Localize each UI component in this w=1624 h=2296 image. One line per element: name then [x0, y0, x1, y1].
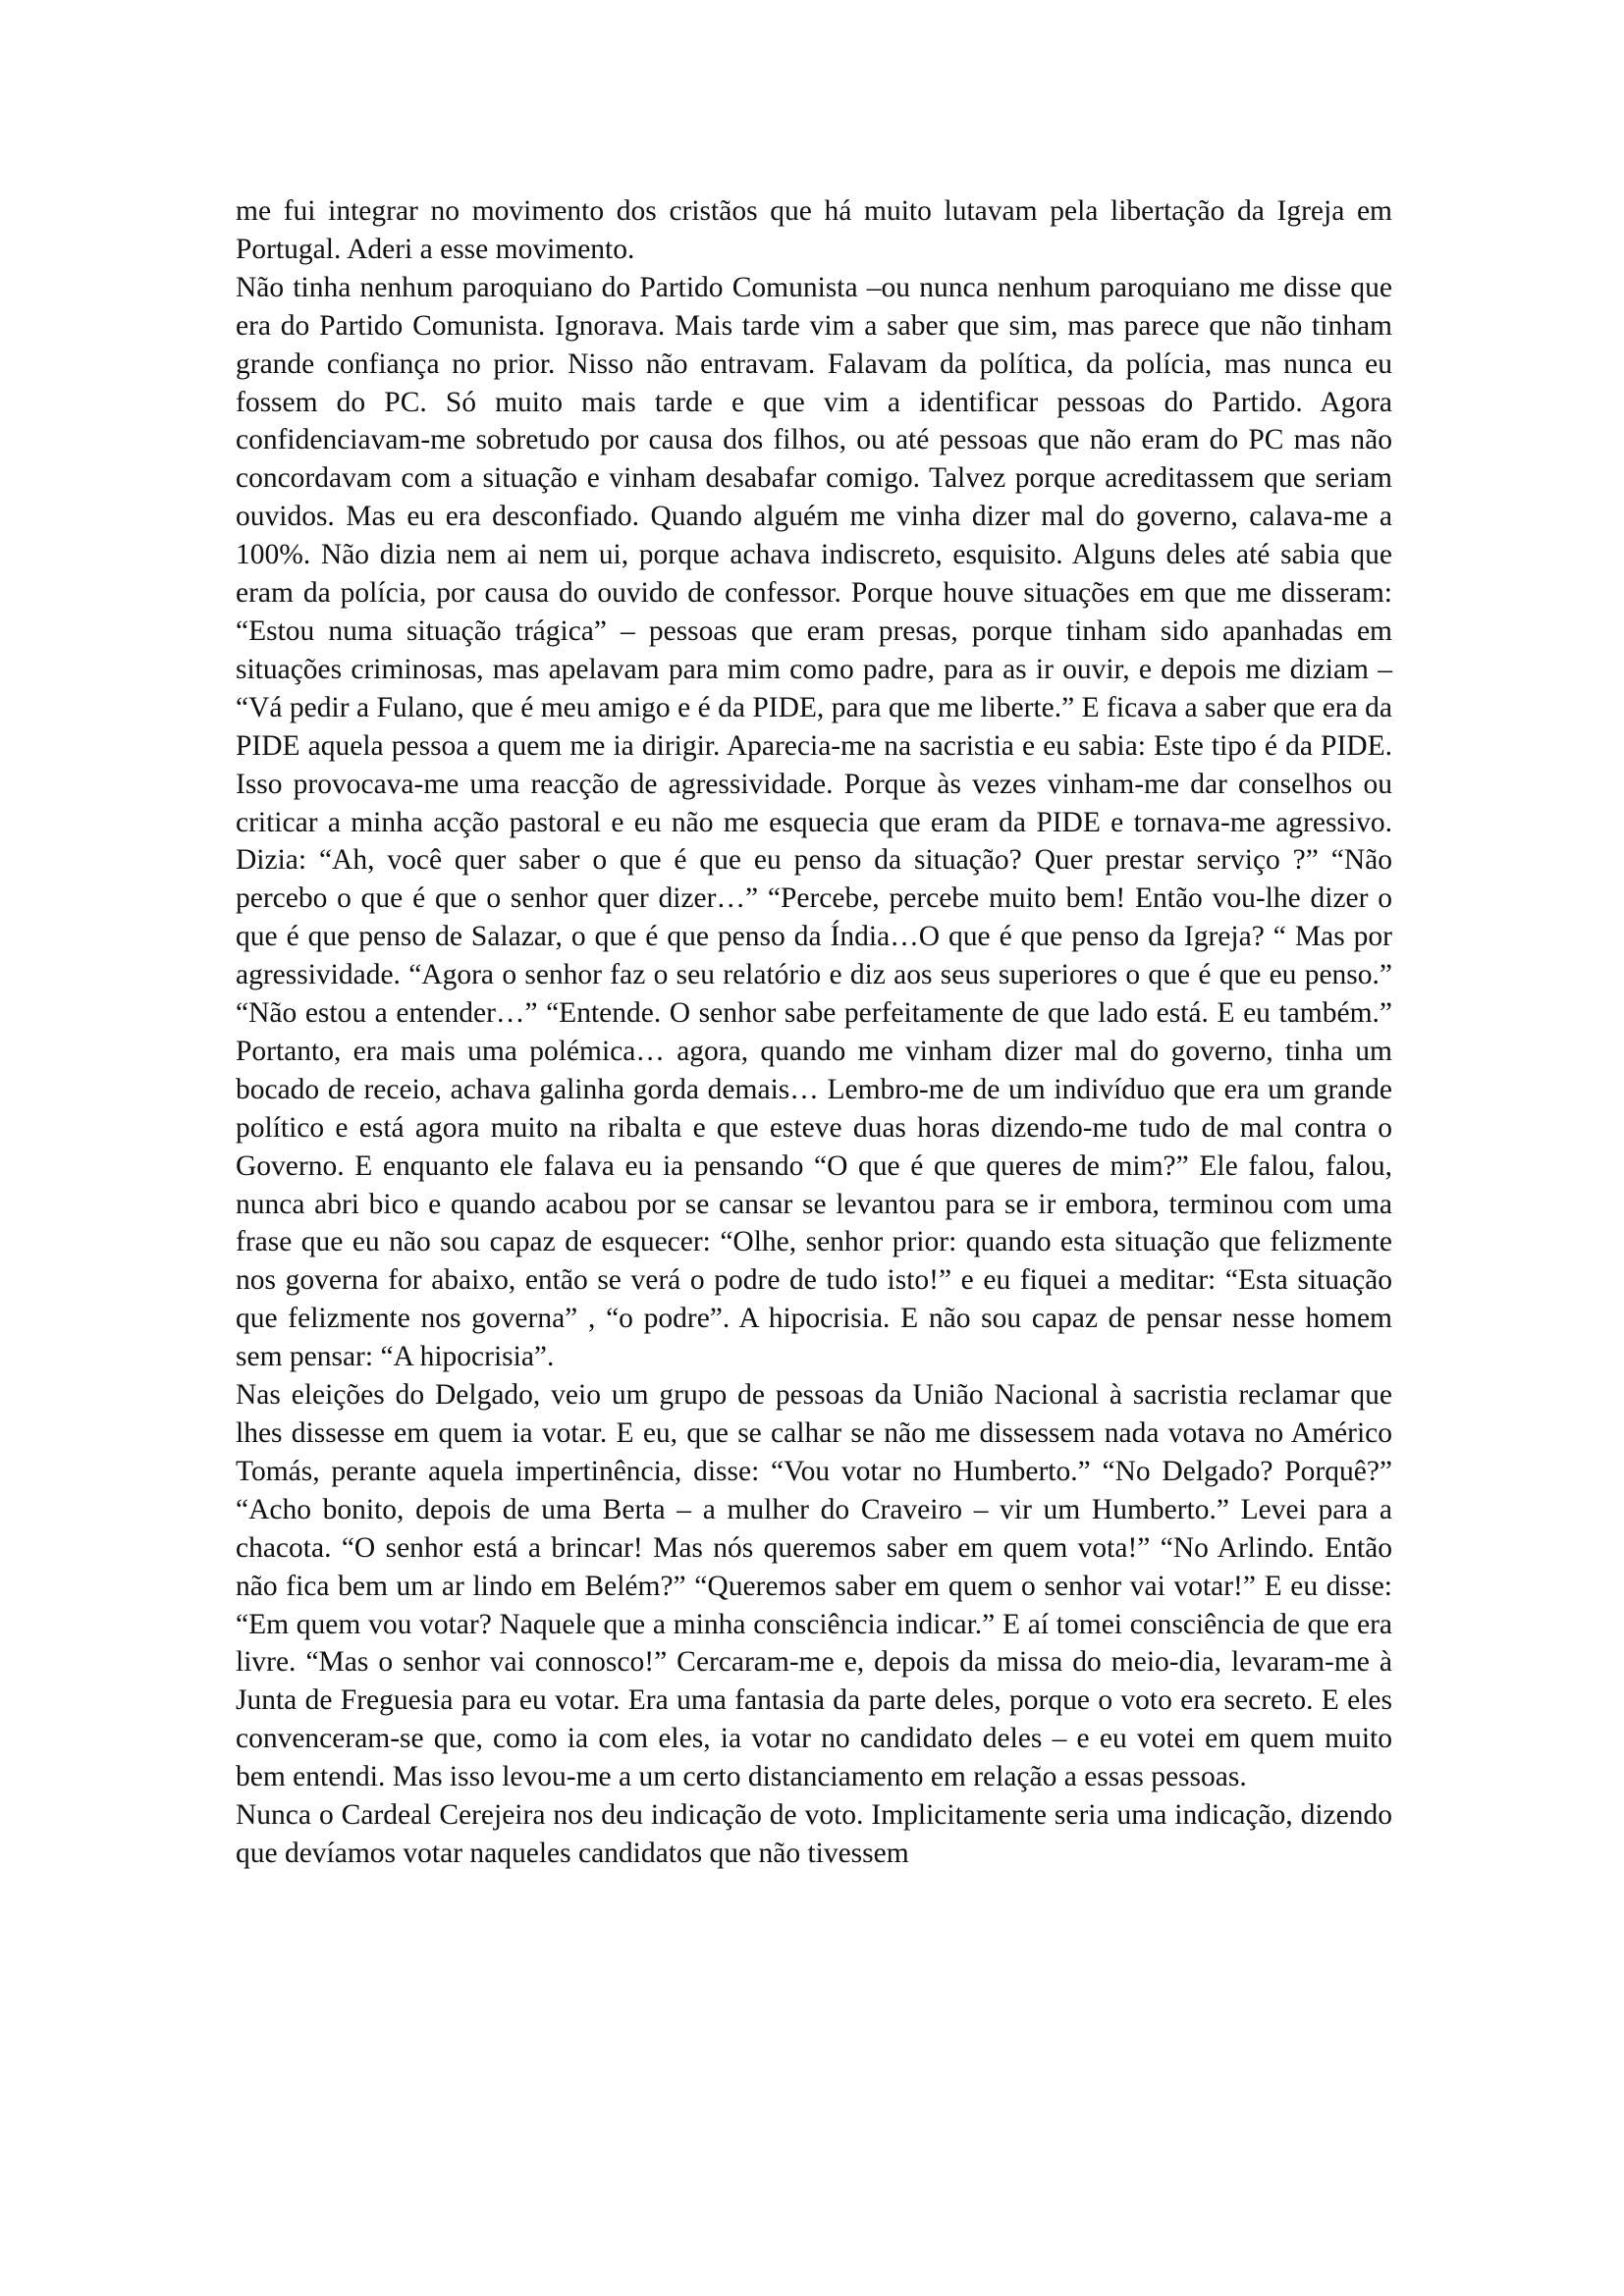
paragraph-1: me fui integrar no movimento dos cristãos que há muito lutavam pela libertação da Igreja em Portugal. Aderi a esse movimento. [236, 195, 1392, 265]
body-text [236, 192, 1392, 1873]
paragraph-2: Não tinha nenhum paroquiano do Partido Comunista –ou nunca nenhum paroquiano me disse que era do Partido Comunista. Ignorava. Mais tarde vim a saber que sim, mas parece que não tinham grande confiança no prior. Nisso não entravam. Falavam da política, da polícia, mas nunca eu fossem do PC. Só muito mais tarde e que vim a identificar pessoas do Partido. Agora confidenciavam-me sobretudo por causa dos filhos, ou até pessoas que não eram do PC mas não concordavam com a situação e vinham desabafar comigo. Talvez porque acreditassem que seriam ouvidos. Mas eu era desconfiado. Quando alguém me vinha dizer mal do governo, calava-me a 100%. Não dizia nem ai nem ui, porque achava indiscreto, esquisito. Alguns deles até sabia que eram da polícia, por causa do ouvido de confessor. Porque houve situações em que me disseram: “Estou numa situação trágica” – pessoas que eram presas, porque tinham sido apanhadas em situações criminosas, mas apelavam para mim como padre, para as ir ouvir, e depois me diziam – “Vá pedir a Fulano, que é meu amigo e é da PIDE, para que me liberte.” E ficava a saber que era da PIDE aquela pessoa a quem me ia dirigir. Aparecia-me na sacristia e eu sabia: Este tipo é da PIDE. Isso provocava-me uma reacção de agressividade. Porque às vezes vinham-me dar conselhos ou criticar a minha acção pastoral e eu não me esquecia que eram da PIDE e tornava-me agressivo. Dizia: “Ah, você quer saber o que é que eu penso da situação? Quer prestar serviço ?” “Não percebo o que é que o senhor quer dizer…” “Percebe, percebe muito bem! Então vou-lhe dizer o que é que penso de Salazar, o que é que penso da Índia…O que é que penso da Igreja? “ Mas por agressividade. “Agora o senhor faz o seu relatório e diz aos seus superiores o que é que eu penso.” “Não estou a entender…” “Entende. O senhor sabe perfeitamente de que lado está. E eu também.” Portanto, era mais uma polémica… agora, quando me vinham dizer mal do governo, tinha um bocado de receio, achava galinha gorda demais… Lembro-me de um indivíduo que era um grande político e está agora muito na ribalta e que esteve duas horas dizendo-me tudo de mal contra o Governo. E enquanto ele falava eu ia pensando “O que é que queres de mim?” Ele falou, falou, nunca abri bico e quando acabou por se cansar se levantou para se ir embora, terminou com uma frase que eu não sou capaz de esquecer: “Olhe, senhor prior: quando esta situação que felizmente nos governa for abaixo, então se verá o podre de tudo isto!” e eu fiquei a meditar: “Esta situação que felizmente nos governa” , “o podre”. A hipocrisia. E não sou capaz de pensar nesse homem sem pensar: “A hipocrisia”. [236, 271, 1392, 1373]
paragraph-4: Nunca o Cardeal Cerejeira nos deu indicação de voto. Implicitamente seria uma indicação, dizendo que devíamos votar naqueles candidatos que não tivessem [236, 1799, 1392, 1869]
paragraph-3: Nas eleições do Delgado, veio um grupo de pessoas da União Nacional à sacristia reclamar que lhes dissesse em quem ia votar. E eu, que se calhar se não me dissessem nada votava no Américo Tomás, perante aquela impertinência, disse: “Vou votar no Humberto.” “No Delgado? Porquê?” “Acho bonito, depois de uma Berta – a mulher do Craveiro – vir um Humberto.” Levei para a chacota. “O senhor está a brincar! Mas nós queremos saber em quem vota!” “No Arlindo. Então não fica bem um ar lindo em Belém?” “Queremos saber em quem o senhor vai votar!” E eu disse: “Em quem vou votar? Naquele que a minha consciência indicar.” E aí tomei consciência de que era livre. “Mas o senhor vai connosco!” Cercaram-me e, depois da missa do meio-dia, levaram-me à Junta de Freguesia para eu votar. Era uma fantasia da parte deles, porque o voto era secreto. E eles convenceram-se que, como ia com eles, ia votar no candidato deles – e eu votei em quem muito bem entendi. Mas isso levou-me a um certo distanciamento em relação a essas pessoas. [236, 1379, 1392, 1793]
